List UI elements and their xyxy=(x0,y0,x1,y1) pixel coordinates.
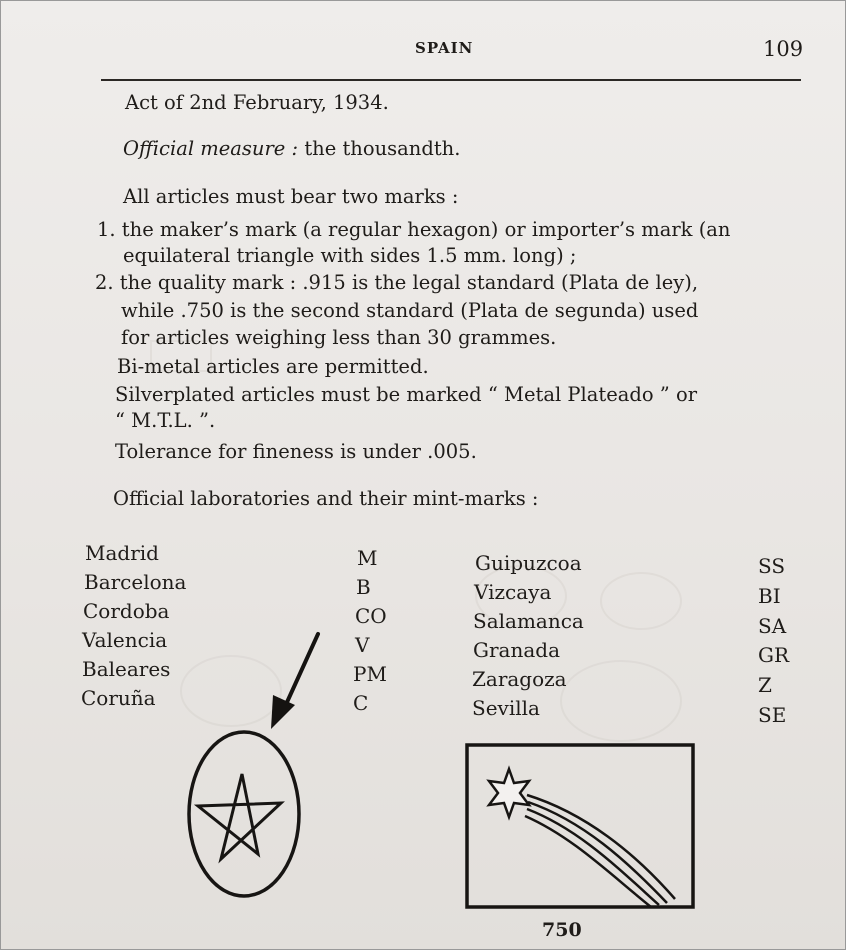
comet-star-mark-icon xyxy=(465,743,697,913)
official-measure-label: Official measure : xyxy=(123,137,299,160)
header-rule xyxy=(101,79,801,81)
lab-mark-barcelona: B xyxy=(356,575,371,599)
lab-mark-coruna: C xyxy=(353,691,369,715)
lab-mark-sevilla: SE xyxy=(758,703,787,727)
lab-city-guipuzcoa: Guipuzcoa xyxy=(475,551,582,575)
lab-city-zaragoza: Zaragoza xyxy=(472,667,567,691)
arrow-annotation-icon xyxy=(261,629,331,734)
pentagram-oval-mark-icon xyxy=(184,729,306,901)
lab-city-salamanca: Salamanca xyxy=(473,609,584,633)
item1-line2: equilateral triangle with sides 1.5 mm. long) ; xyxy=(123,244,577,267)
lab-mark-valencia: V xyxy=(355,633,370,657)
lab-city-valencia: Valencia xyxy=(82,628,168,652)
lab-mark-cordoba: CO xyxy=(355,604,387,628)
act-line: Act of 2nd February, 1934. xyxy=(125,91,389,114)
official-measure-line xyxy=(123,137,460,160)
page-number: 109 xyxy=(763,37,804,61)
lab-city-madrid: Madrid xyxy=(85,541,159,565)
lab-mark-baleares: PM xyxy=(353,662,387,686)
lab-mark-salamanca: SA xyxy=(758,614,787,638)
lab-mark-guipuzcoa: SS xyxy=(758,554,786,578)
item1-line1: 1. the maker’s mark (a regular hexagon) or importer’s mark (an xyxy=(97,218,731,241)
lab-city-granada: Granada xyxy=(473,638,560,662)
item2-line1: 2. the quality mark : .915 is the legal standard (Plata de ley), xyxy=(95,271,699,294)
silverplated-line2: “ M.T.L. ”. xyxy=(115,409,216,432)
running-header: SPAIN xyxy=(415,39,474,57)
lab-city-sevilla: Sevilla xyxy=(472,696,540,720)
lab-city-baleares: Baleares xyxy=(82,657,171,681)
item2-line3: for articles weighing less than 30 grammes. xyxy=(121,326,557,349)
lab-city-cordoba: Cordoba xyxy=(83,599,170,623)
figure-caption-750: 750 xyxy=(542,919,582,941)
official-measure-value: the thousandth. xyxy=(304,137,461,160)
tolerance-line: Tolerance for fineness is under .005. xyxy=(115,440,477,463)
item2-line2: while .750 is the second standard (Plata de segunda) used xyxy=(121,299,699,322)
lab-mark-granada: GR xyxy=(758,643,790,667)
marks-intro: All articles must bear two marks : xyxy=(123,185,459,208)
lab-city-barcelona: Barcelona xyxy=(84,570,187,594)
silverplated-line1: Silverplated articles must be marked “ Metal Plateado ” or xyxy=(115,383,698,406)
lab-mark-madrid: M xyxy=(357,546,378,570)
lab-mark-vizcaya: BI xyxy=(758,584,781,608)
labs-heading: Official laboratories and their mint-marks : xyxy=(113,487,539,510)
bimetal-line: Bi-metal articles are permitted. xyxy=(117,355,429,378)
lab-city-vizcaya: Vizcaya xyxy=(474,580,552,604)
lab-city-coruna: Coruña xyxy=(81,686,156,710)
lab-mark-zaragoza: Z xyxy=(758,673,772,697)
